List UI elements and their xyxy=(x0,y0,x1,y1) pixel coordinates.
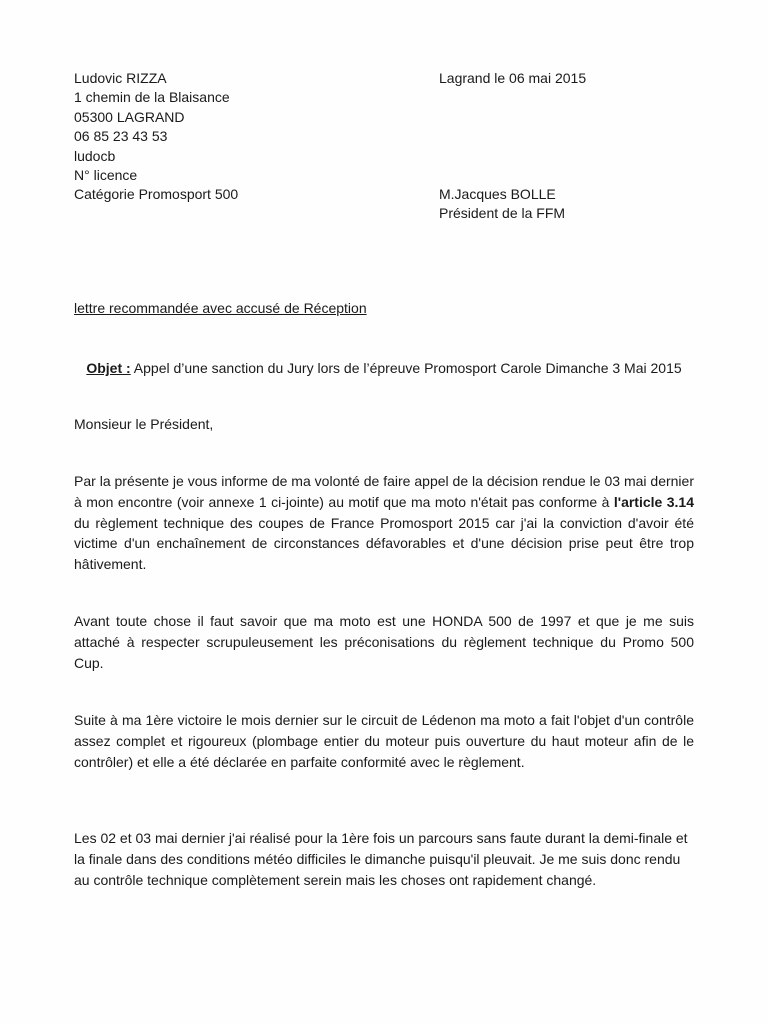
sender-phone: 06 85 23 43 53 xyxy=(74,128,168,145)
sender-block xyxy=(74,69,238,205)
date-line: Lagrand le 06 mai 2015 xyxy=(439,70,587,86)
paragraph-2: Avant toute chose il faut savoir que ma moto est une HONDA 500 de 1997 et que je me suis attaché à respecter scrupuleusement les préconisations du règlement technique du Promo 500 Cup. xyxy=(74,613,694,671)
paragraph-4: Les 02 et 03 mai dernier j'ai réalisé pour la 1ère fois un parcours sans faute durant la demi-finale et la finale dans des conditions météo difficiles le dimanche puisqu'il pleuvait. Je me suis donc rendu au contrôle technique complètement serein mais les choses ont rapidement changé. xyxy=(74,830,688,888)
subject-line xyxy=(74,358,694,378)
sender-username: ludocb xyxy=(74,147,116,164)
sender-license: N° licence xyxy=(74,167,138,184)
paragraph-1-after: du règlement technique des coupes de France Promosport 2015 car j'ai la conviction d'avoir été victime d'un enchaînement de circonstances défavorables et d'une décision prise peut être trop hâtivement. xyxy=(74,514,694,573)
sender-postal-city: 05300 LAGRAND xyxy=(74,108,185,125)
sender-name: Ludovic RIZZA xyxy=(74,70,167,86)
paragraph-1 xyxy=(74,471,694,575)
registered-mail-notice: lettre recommandée avec accusé de Réception xyxy=(74,300,367,316)
recipient-name: M.Jacques BOLLE xyxy=(439,186,556,202)
sender-category: Catégorie Promosport 500 xyxy=(74,186,239,203)
subject-label: Objet : xyxy=(86,360,131,376)
subject-text: Appel d’une sanction du Jury lors de l’épreuve Promosport Carole Dimanche 3 Mai 2015 xyxy=(130,360,682,376)
sender-address: 1 chemin de la Blaisance xyxy=(74,89,230,106)
recipient-block xyxy=(439,185,565,224)
paragraph-1-article-reference: l'article 3.14 xyxy=(613,493,694,510)
salutation: Monsieur le Président, xyxy=(74,416,214,432)
paragraph-1-before: Par la présente je vous informe de ma volonté de faire appel de la décision rendue le 03 mai dernier à mon encontre (voir annexe 1 ci-jointe) au motif que ma moto n'était pas conforme à xyxy=(74,473,694,510)
paragraph-3: Suite à ma 1ère victoire le mois dernier sur le circuit de Lédenon ma moto a fait l'objet d'un contrôle assez complet et rigoureux (plombage entier du moteur puis ouverture du haut moteur afin de le contrôler) et elle a été déclarée en parfaite conformité avec le règlement. xyxy=(74,712,694,770)
recipient-title: Président de la FFM xyxy=(439,205,566,222)
